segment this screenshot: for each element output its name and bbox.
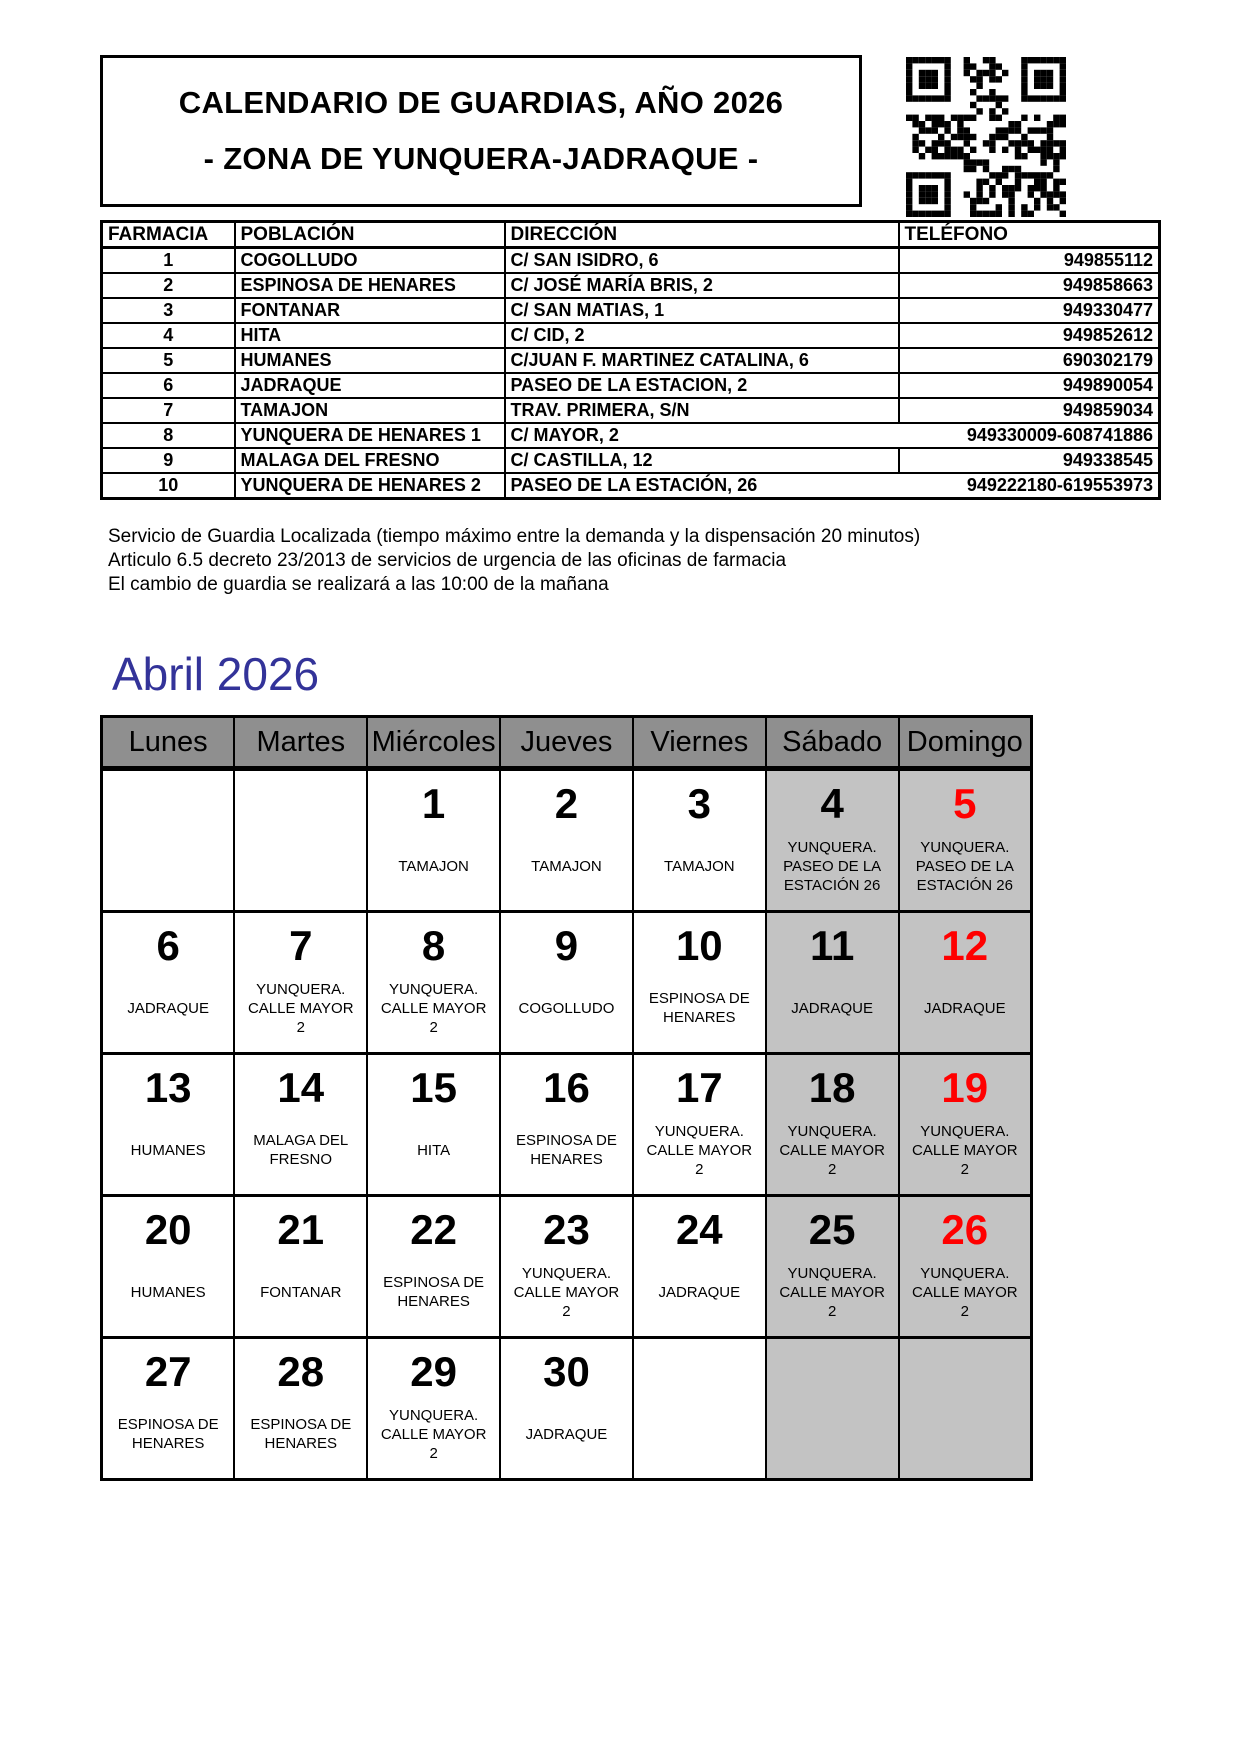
day-number: 25: [808, 1206, 856, 1253]
day-number: 3: [687, 780, 711, 827]
telefono-cell: 949855112: [899, 248, 1160, 274]
day-pharmacy: TAMAJON: [531, 857, 602, 875]
direccion-cell: C/ CID, 2: [505, 323, 899, 348]
col-header-poblacion: POBLACIÓN: [235, 222, 505, 248]
day-number: 2: [554, 780, 579, 827]
day-cell: [766, 769, 899, 912]
day-cell: [367, 1054, 500, 1196]
day-number: 14: [277, 1064, 325, 1111]
day-number: 4: [820, 780, 844, 827]
day-pharmacy: YUNQUERA. CALLE MAYOR 2: [380, 1406, 487, 1462]
day-cell: [102, 1054, 235, 1196]
day-number: 22: [410, 1206, 457, 1253]
note-line: Servicio de Guardia Localizada (tiempo máximo entre la demanda y la dispensación 20 minutos): [108, 526, 921, 547]
day-cell: [102, 1338, 235, 1480]
day-pharmacy: JADRAQUE: [791, 999, 873, 1017]
day-pharmacy: YUNQUERA. CALLE MAYOR 2: [911, 1122, 1018, 1178]
title-box: [100, 55, 862, 207]
day-pharmacy: JADRAQUE: [658, 1283, 741, 1301]
day-number: [900, 1347, 1030, 1397]
poblacion-cell: YUNQUERA DE HENARES 1: [235, 423, 505, 448]
day-cell: [367, 1196, 500, 1338]
day-number: 12: [941, 922, 989, 969]
day-cell: [633, 1054, 766, 1196]
direccion-cell: PASEO DE LA ESTACION, 2: [505, 373, 899, 398]
day-cell: [234, 1054, 367, 1196]
weekday-header-viernes: Viernes: [633, 717, 766, 769]
farmacia-number: 8: [102, 423, 235, 448]
col-header-telefono: TELÉFONO: [899, 222, 1160, 248]
day-cell: [899, 769, 1032, 912]
qr-code-icon: [906, 57, 1066, 217]
day-pharmacy: HUMANES: [130, 1141, 206, 1159]
day-pharmacy: YUNQUERA. CALLE MAYOR 2: [646, 1122, 753, 1178]
day-number: 16: [543, 1064, 590, 1111]
direccion-cell: TRAV. PRIMERA, S/N: [505, 398, 899, 423]
poblacion-cell: FONTANAR: [235, 298, 505, 323]
day-number: 11: [809, 922, 855, 969]
day-cell: [899, 1338, 1032, 1480]
day-pharmacy: HUMANES: [130, 1283, 206, 1301]
day-number: 27: [144, 1348, 192, 1395]
day-pharmacy: YUNQUERA. CALLE MAYOR 2: [779, 1264, 885, 1320]
poblacion-cell: YUNQUERA DE HENARES 2: [235, 473, 505, 499]
day-pharmacy: ESPINOSA DE HENARES: [250, 1416, 352, 1452]
day-pharmacy: JADRAQUE: [923, 999, 1006, 1017]
day-number: 17: [675, 1064, 723, 1111]
day-cell: [633, 769, 766, 912]
day-number: [103, 779, 233, 829]
day-number: 28: [277, 1348, 325, 1395]
table-row: [102, 273, 1160, 298]
day-pharmacy: YUNQUERA. CALLE MAYOR 2: [513, 1264, 620, 1320]
calendar-table: [100, 715, 1033, 1481]
day-pharmacy: YUNQUERA. CALLE MAYOR 2: [779, 1122, 885, 1178]
day-cell: [500, 1196, 633, 1338]
day-number: 18: [808, 1064, 856, 1111]
day-pharmacy: ESPINOSA DE HENARES: [648, 990, 750, 1026]
farmacia-number: 3: [102, 298, 235, 323]
day-cell: [633, 1196, 766, 1338]
day-cell: [234, 769, 367, 912]
poblacion-cell: ESPINOSA DE HENARES: [235, 273, 505, 298]
day-number: 20: [144, 1206, 192, 1253]
weekday-header-domingo: Domingo: [899, 717, 1032, 769]
calendar-week-row: [102, 769, 1032, 912]
day-pharmacy: YUNQUERA. PASEO DE LA ESTACIÓN 26: [783, 838, 882, 894]
table-row: [102, 398, 1160, 423]
note-line: El cambio de guardia se realizará a las 10:00 de la mañana: [108, 574, 609, 595]
calendar-week-row: [102, 912, 1032, 1054]
page-content: [100, 55, 1160, 1481]
day-number: 5: [953, 780, 977, 827]
farmacia-number: 2: [102, 273, 235, 298]
poblacion-cell: HUMANES: [235, 348, 505, 373]
page-title: CALENDARIO DE GUARDIAS, AÑO 2026: [178, 85, 784, 121]
direccion-cell: C/JUAN F. MARTINEZ CATALINA, 6: [505, 348, 899, 373]
day-pharmacy: TAMAJON: [398, 857, 469, 875]
telefono-cell: 949330009-608741886: [966, 425, 1153, 445]
day-cell: [766, 1054, 899, 1196]
document-header: [100, 55, 1160, 217]
day-pharmacy: ESPINOSA DE HENARES: [117, 1416, 219, 1452]
day-number: 7: [289, 922, 313, 969]
day-pharmacy: HITA: [417, 1141, 451, 1159]
weekday-header-miercoles: Miércoles: [367, 717, 500, 769]
day-pharmacy: YUNQUERA. CALLE MAYOR 2: [911, 1264, 1018, 1320]
day-cell: [234, 1338, 367, 1480]
day-number: [767, 1347, 898, 1397]
telefono-cell: 949852612: [899, 323, 1160, 348]
day-number: 30: [543, 1348, 590, 1395]
telefono-cell: 949890054: [899, 373, 1160, 398]
table-row: [102, 248, 1160, 274]
poblacion-cell: HITA: [235, 323, 505, 348]
day-cell: [500, 769, 633, 912]
day-cell: [367, 912, 500, 1054]
zone-subtitle: - ZONA DE YUNQUERA-JADRAQUE -: [203, 140, 759, 176]
day-cell: [633, 912, 766, 1054]
day-pharmacy: YUNQUERA. PASEO DE LA ESTACIÓN 26: [915, 838, 1014, 894]
day-pharmacy: ESPINOSA DE HENARES: [516, 1132, 617, 1168]
day-cell: [766, 912, 899, 1054]
day-pharmacy: YUNQUERA. CALLE MAYOR 2: [247, 980, 354, 1036]
table-row: [102, 448, 1160, 473]
telefono-cell: 949859034: [899, 398, 1160, 423]
day-number: 19: [941, 1064, 989, 1111]
day-pharmacy: FONTANAR: [260, 1283, 342, 1301]
calendar-week-row: [102, 1196, 1032, 1338]
day-number: 9: [554, 922, 579, 969]
day-cell: [367, 1338, 500, 1480]
day-cell: [766, 1196, 899, 1338]
day-pharmacy: ESPINOSA DE HENARES: [383, 1274, 485, 1310]
weekday-header-jueves: Jueves: [500, 717, 633, 769]
weekday-header-lunes: Lunes: [102, 717, 235, 769]
service-notes: [108, 525, 1160, 597]
poblacion-cell: COGOLLUDO: [235, 248, 505, 274]
day-pharmacy: JADRAQUE: [525, 1425, 608, 1443]
farmacia-number: 10: [102, 473, 235, 499]
day-cell: [766, 1338, 899, 1480]
telefono-cell: 690302179: [899, 348, 1160, 373]
day-cell: [500, 912, 633, 1054]
telefono-cell: 949330477: [899, 298, 1160, 323]
day-number: 21: [277, 1206, 325, 1253]
day-cell: [102, 1196, 235, 1338]
calendar-week-row: [102, 1054, 1032, 1196]
day-cell: [899, 1196, 1032, 1338]
farmacia-number: 5: [102, 348, 235, 373]
note-line: Articulo 6.5 decreto 23/2013 de servicios de urgencia de las oficinas de farmacia: [108, 550, 787, 571]
day-number: 1: [421, 780, 446, 827]
direccion-cell: C/ JOSÉ MARÍA BRIS, 2: [505, 273, 899, 298]
col-header-direccion: DIRECCIÓN: [505, 222, 899, 248]
table-row: [102, 423, 1160, 448]
farmacia-number: 7: [102, 398, 235, 423]
day-number: 23: [543, 1206, 590, 1253]
day-number: 24: [675, 1206, 723, 1253]
table-row: [102, 323, 1160, 348]
day-number: 10: [675, 922, 723, 969]
day-cell: [367, 769, 500, 912]
weekday-header-row: [102, 717, 1032, 769]
table-row: [102, 473, 1160, 499]
day-cell: [234, 912, 367, 1054]
poblacion-cell: JADRAQUE: [235, 373, 505, 398]
direccion-telefono-cell: [505, 473, 1160, 499]
day-number: 6: [156, 922, 180, 969]
day-cell: [633, 1338, 766, 1480]
telefono-cell: 949858663: [899, 273, 1160, 298]
weekday-header-martes: Martes: [234, 717, 367, 769]
col-header-farmacia: FARMACIA: [102, 222, 235, 248]
telefono-cell: 949338545: [899, 448, 1160, 473]
day-number: 13: [144, 1064, 192, 1111]
day-pharmacy: MALAGA DEL FRESNO: [253, 1132, 349, 1168]
day-number: 29: [410, 1348, 457, 1395]
farmacia-number: 9: [102, 448, 235, 473]
day-cell: [500, 1054, 633, 1196]
day-number: 8: [421, 922, 446, 969]
direccion-telefono-cell: [505, 423, 1160, 448]
day-pharmacy: YUNQUERA. CALLE MAYOR 2: [380, 980, 487, 1036]
month-title: Abril 2026: [112, 648, 320, 700]
direccion-cell: PASEO DE LA ESTACIÓN, 26: [510, 475, 758, 495]
telefono-cell: 949222180-619553973: [966, 475, 1153, 495]
day-cell: [899, 1054, 1032, 1196]
day-pharmacy: TAMAJON: [664, 857, 735, 875]
direccion-cell: C/ SAN MATIAS, 1: [505, 298, 899, 323]
pharmacy-table-header-row: [102, 222, 1160, 248]
farmacia-number: 6: [102, 373, 235, 398]
farmacia-number: 1: [102, 248, 235, 274]
day-pharmacy: COGOLLUDO: [518, 999, 615, 1017]
direccion-cell: C/ MAYOR, 2: [510, 425, 619, 445]
day-cell: [500, 1338, 633, 1480]
direccion-cell: C/ CASTILLA, 12: [505, 448, 899, 473]
day-number: [634, 1347, 765, 1397]
day-cell: [102, 769, 235, 912]
table-row: [102, 373, 1160, 398]
farmacia-number: 4: [102, 323, 235, 348]
day-number: 15: [410, 1064, 457, 1111]
table-row: [102, 298, 1160, 323]
day-cell: [234, 1196, 367, 1338]
day-cell: [899, 912, 1032, 1054]
poblacion-cell: MALAGA DEL FRESNO: [235, 448, 505, 473]
direccion-cell: C/ SAN ISIDRO, 6: [505, 248, 899, 274]
day-number: 26: [941, 1206, 989, 1253]
calendar-week-row: [102, 1338, 1032, 1480]
poblacion-cell: TAMAJON: [235, 398, 505, 423]
table-row: [102, 348, 1160, 373]
day-pharmacy: JADRAQUE: [127, 999, 210, 1017]
day-number: [235, 779, 366, 829]
pharmacy-table: [100, 220, 1161, 500]
weekday-header-sabado: Sábado: [766, 717, 899, 769]
day-cell: [102, 912, 235, 1054]
